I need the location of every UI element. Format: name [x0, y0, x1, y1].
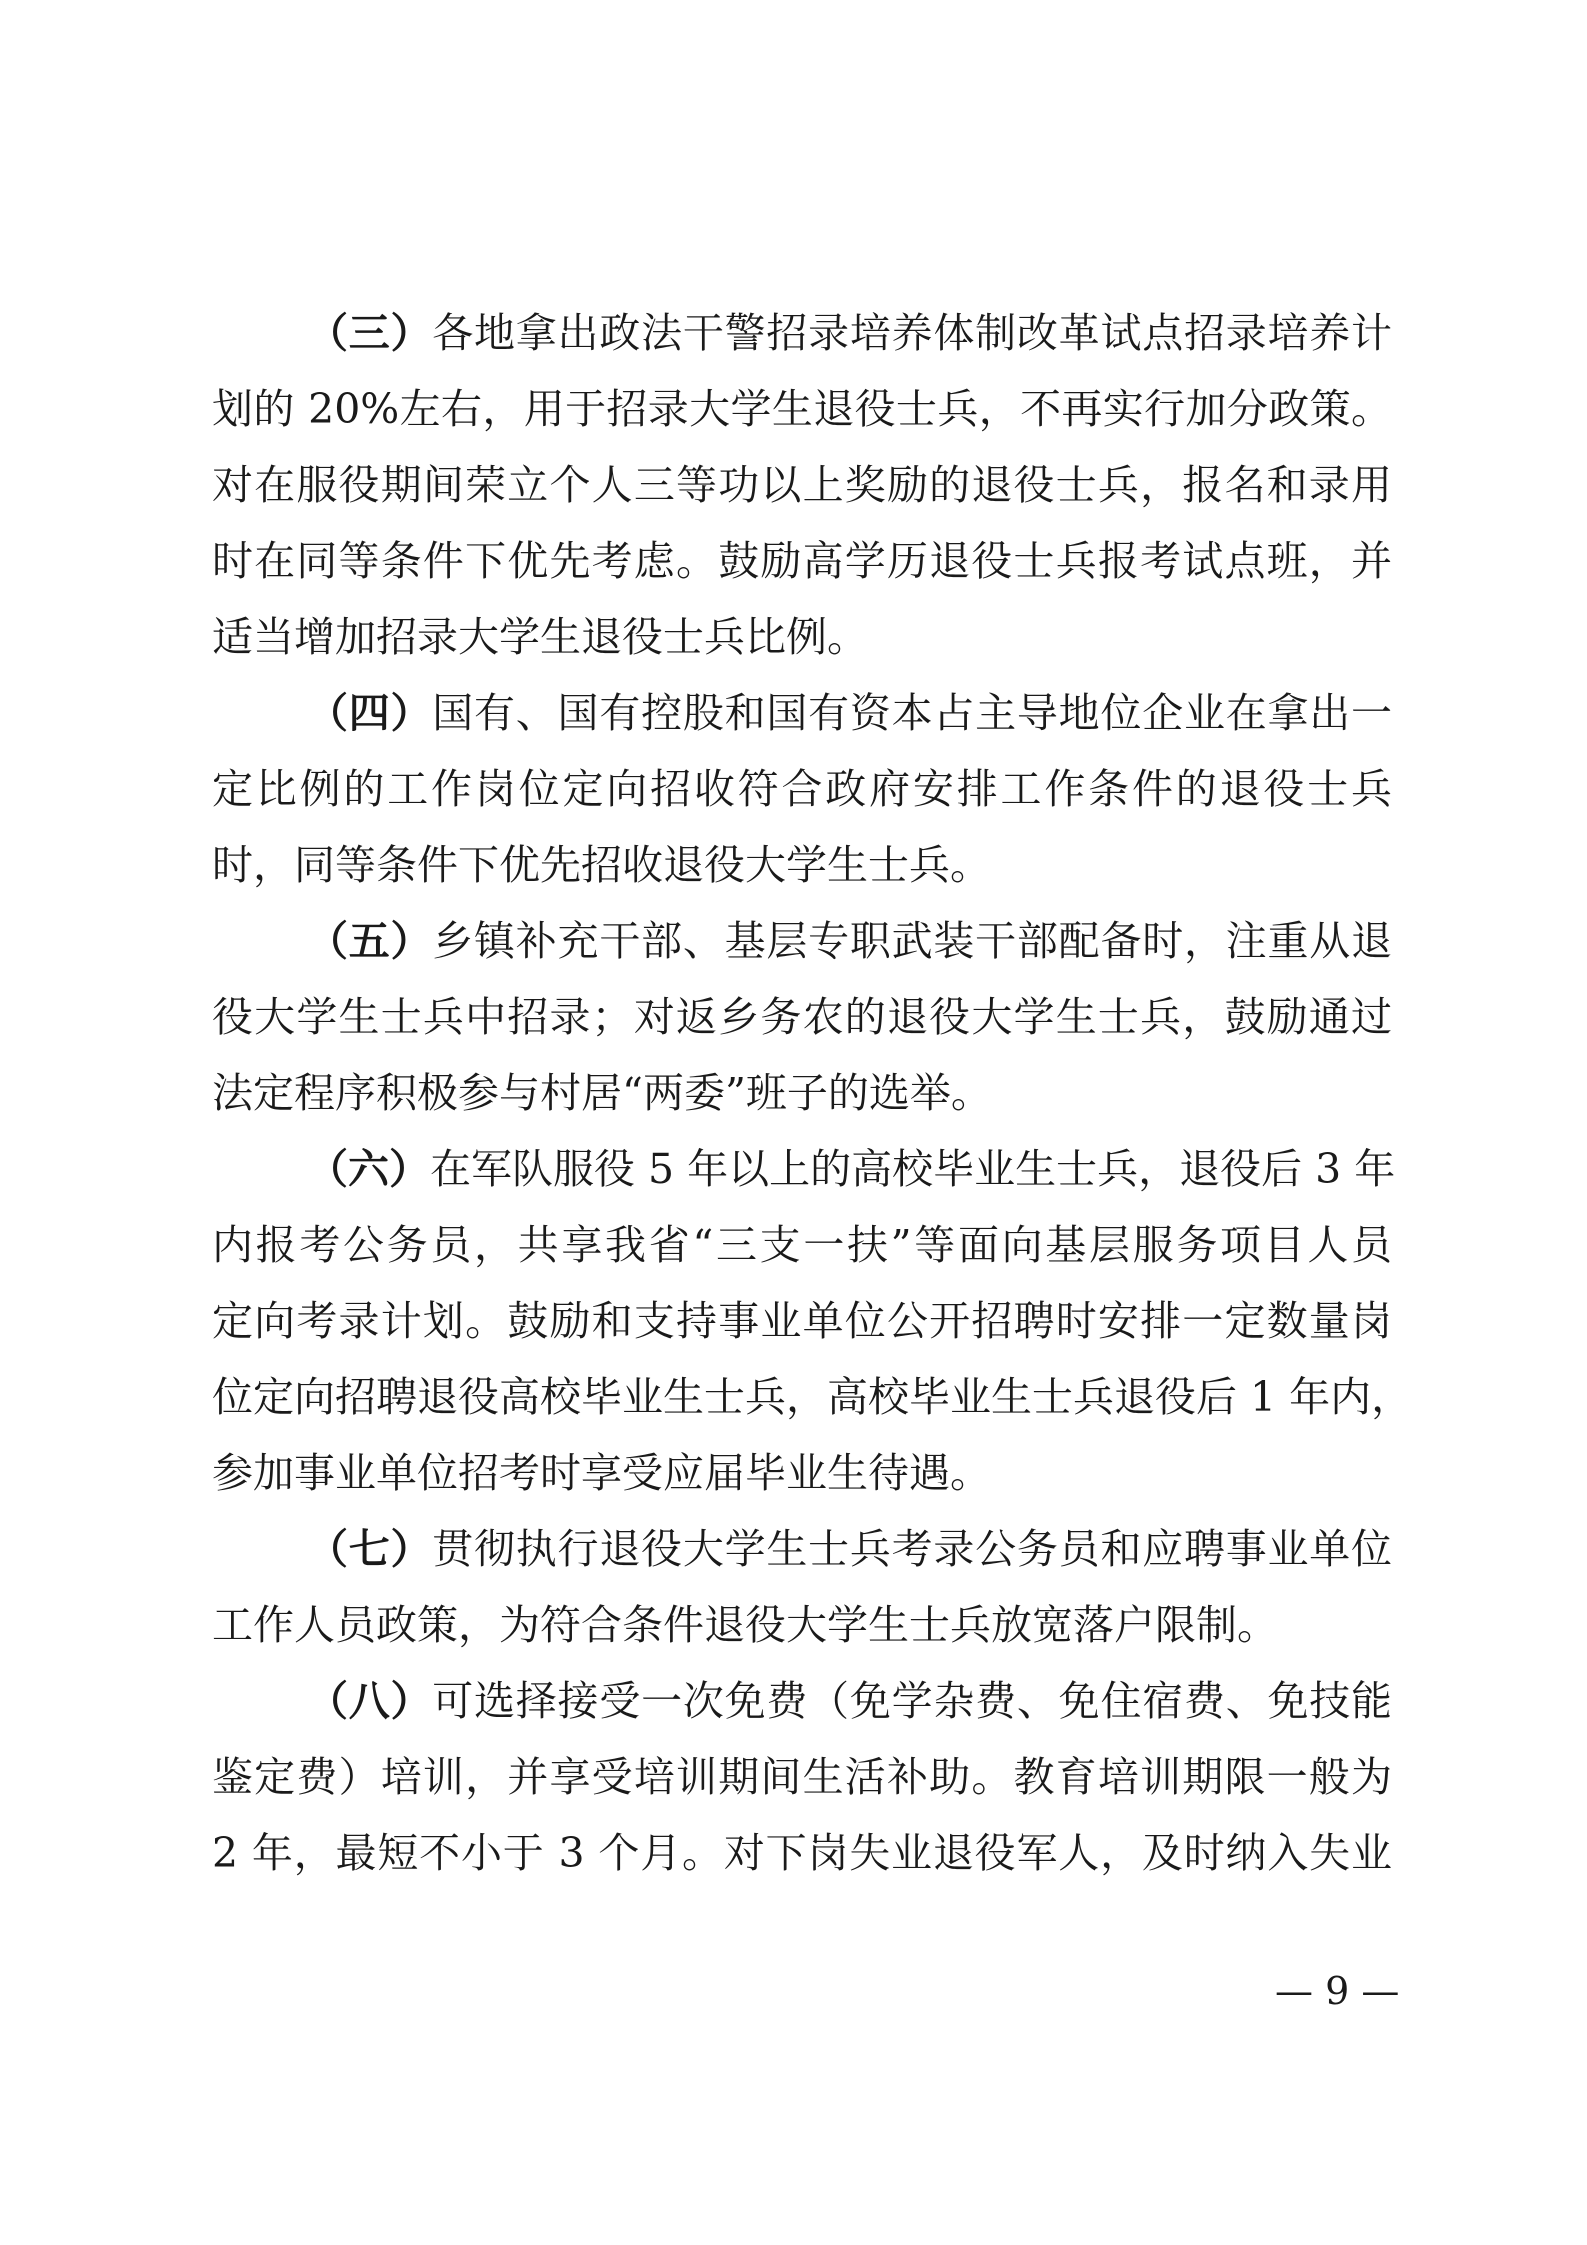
paragraph-5-text: 乡镇补充干部、基层专职武装干部配备时，注重从退 — [432, 917, 1392, 965]
paragraph-4-heading: （四） — [307, 689, 433, 737]
paragraph-6-line-5: 参加事业单位招考时享受应届毕业生待遇。 — [212, 1449, 991, 1497]
paragraph-3-line-2: 划的 20%左右，用于招录大学生退役士兵，不再实行加分政策。 — [212, 385, 1392, 433]
paragraph-4-line-2: 定比例的工作岗位定向招收符合政府安排工作条件的退役士兵 — [212, 765, 1392, 813]
paragraph-8-heading: （八） — [307, 1677, 433, 1725]
paragraph-8-text: 可选择接受一次免费（免学杂费、免住宿费、免技能 — [432, 1677, 1392, 1725]
paragraph-7-heading: （七） — [307, 1525, 433, 1573]
paragraph-4-line-3: 时，同等条件下优先招收退役大学生士兵。 — [212, 841, 991, 889]
paragraph-7-line-1 — [212, 1511, 1392, 1587]
paragraph-3-text: 各地拿出政法干警招录培养体制改革试点招录培养计 — [432, 309, 1392, 357]
paragraph-7-line-2: 工作人员政策，为符合条件退役大学生士兵放宽落户限制。 — [212, 1601, 1278, 1649]
paragraph-6-line-2: 内报考公务员，共享我省“三支一扶”等面向基层服务项目人员 — [212, 1221, 1392, 1269]
paragraph-8-line-2: 鉴定费）培训，并享受培训期间生活补助。教育培训期限一般为 — [212, 1753, 1392, 1801]
paragraph-6-heading: （六） — [307, 1145, 430, 1193]
paragraph-6-text: 在军队服役 5 年以上的高校毕业生士兵，退役后 3 年 — [430, 1145, 1396, 1193]
paragraph-5-line-2: 役大学生士兵中招录；对返乡务农的退役大学生士兵，鼓励通过 — [212, 993, 1392, 1041]
paragraph-5-heading: （五） — [307, 917, 433, 965]
paragraph-8-line-3: 2 年，最短不小于 3 个月。对下岗失业退役军人，及时纳入失业 — [212, 1829, 1392, 1877]
paragraph-3-line-1 — [212, 295, 1392, 371]
paragraph-3-line-4: 时在同等条件下优先考虑。鼓励高学历退役士兵报考试点班，并 — [212, 537, 1392, 585]
paragraph-3-line-3: 对在服役期间荣立个人三等功以上奖励的退役士兵，报名和录用 — [212, 461, 1392, 509]
paragraph-6-line-1 — [212, 1131, 1396, 1207]
paragraph-7-text: 贯彻执行退役大学生士兵考录公务员和应聘事业单位 — [432, 1525, 1392, 1573]
paragraph-3-heading: （三） — [307, 309, 433, 357]
paragraph-6-line-3: 定向考录计划。鼓励和支持事业单位公开招聘时安排一定数量岗 — [212, 1297, 1392, 1345]
paragraph-5-line-3: 法定程序积极参与村居“两委”班子的选举。 — [212, 1069, 992, 1117]
paragraph-4-line-1 — [212, 675, 1392, 751]
paragraph-8-line-1 — [212, 1663, 1392, 1739]
paragraph-3-line-5: 适当增加招录大学生退役士兵比例。 — [212, 613, 868, 661]
paragraph-4-text: 国有、国有控股和国有资本占主导地位企业在拿出一 — [432, 689, 1392, 737]
paragraph-6-line-4: 位定向招聘退役高校毕业生士兵，高校毕业生士兵退役后 1 年内， — [212, 1373, 1413, 1421]
paragraph-5-line-1 — [212, 903, 1392, 979]
page-number: — 9 — — [1275, 1969, 1400, 2013]
